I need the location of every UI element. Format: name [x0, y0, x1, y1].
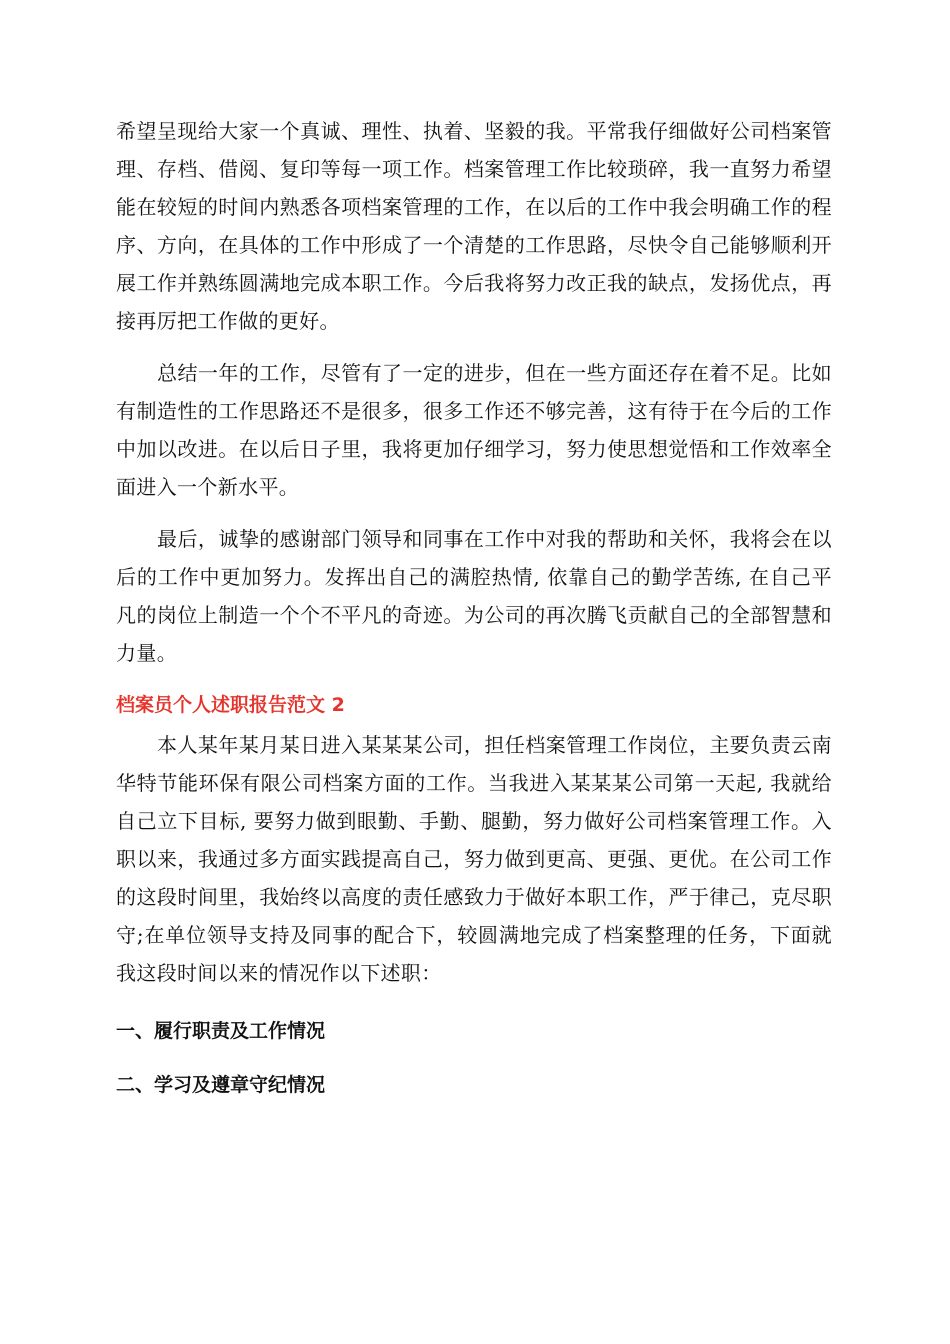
document-page: [116, 112, 832, 1102]
subheading-duties: 一、履行职责及工作情况: [116, 1020, 326, 1042]
paragraph-continuation: 希望呈现给大家一个真诚、理性、执着、坚毅的我。平常我仔细做好公司档案管理、存档、借阅、复印等每一项工作。档案管理工作比较琐碎，我一直努力希望能在较短的时间内熟悉各项档案管理的工作，在以后的工作中我会明确工作的程序、方向，在具体的工作中形成了一个清楚的工作思路，尽快令自己能够顺利开展工作并熟练圆满地完成本职工作。今后我将努力改正我的缺点，发扬优点，再接再厉把工作做的更好。: [116, 119, 832, 333]
paragraph-intro: 本人某年某月某日进入某某某公司，担任档案管理工作岗位，主要负责云南华特节能环保有限公司档案方面的工作。当我进入某某某公司第一天起, 我就给自己立下目标, 要努力做到眼勤、手勤、腿勤，努力做好公司档案管理工作。入职以来，我通过多方面实践提高自己，努力做到更高、更强、更优。在公司工作的这段时间里，我始终以高度的责任感致力于做好本职工作，严于律己，克尽职守;在单位领导支持及同事的配合下，较圆满地完成了档案整理的任务，下面就我这段时间以来的情况作以下述职：: [116, 733, 832, 985]
paragraph-closing: 最后，诚挚的感谢部门领导和同事在工作中对我的帮助和关怀，我将会在以后的工作中更加努力。发挥出自己的满腔热情, 依靠自己的勤学苦练, 在自己平凡的岗位上制造一个个不平凡的奇迹。为公司的再次腾飞贡献自己的全部智慧和力量。: [116, 527, 832, 665]
subheading-study: 二、学习及遵章守纪情况: [116, 1074, 326, 1096]
section-title: 档案员个人述职报告范文 2: [116, 694, 345, 716]
paragraph-summary: 总结一年的工作，尽管有了一定的进步，但在一些方面还存在着不足。比如有制造性的工作思路还不是很多，很多工作还不够完善，这有待于在今后的工作中加以改进。在以后日子里，我将更加仔细学习，努力使思想觉悟和工作效率全面进入一个新水平。: [116, 361, 832, 499]
